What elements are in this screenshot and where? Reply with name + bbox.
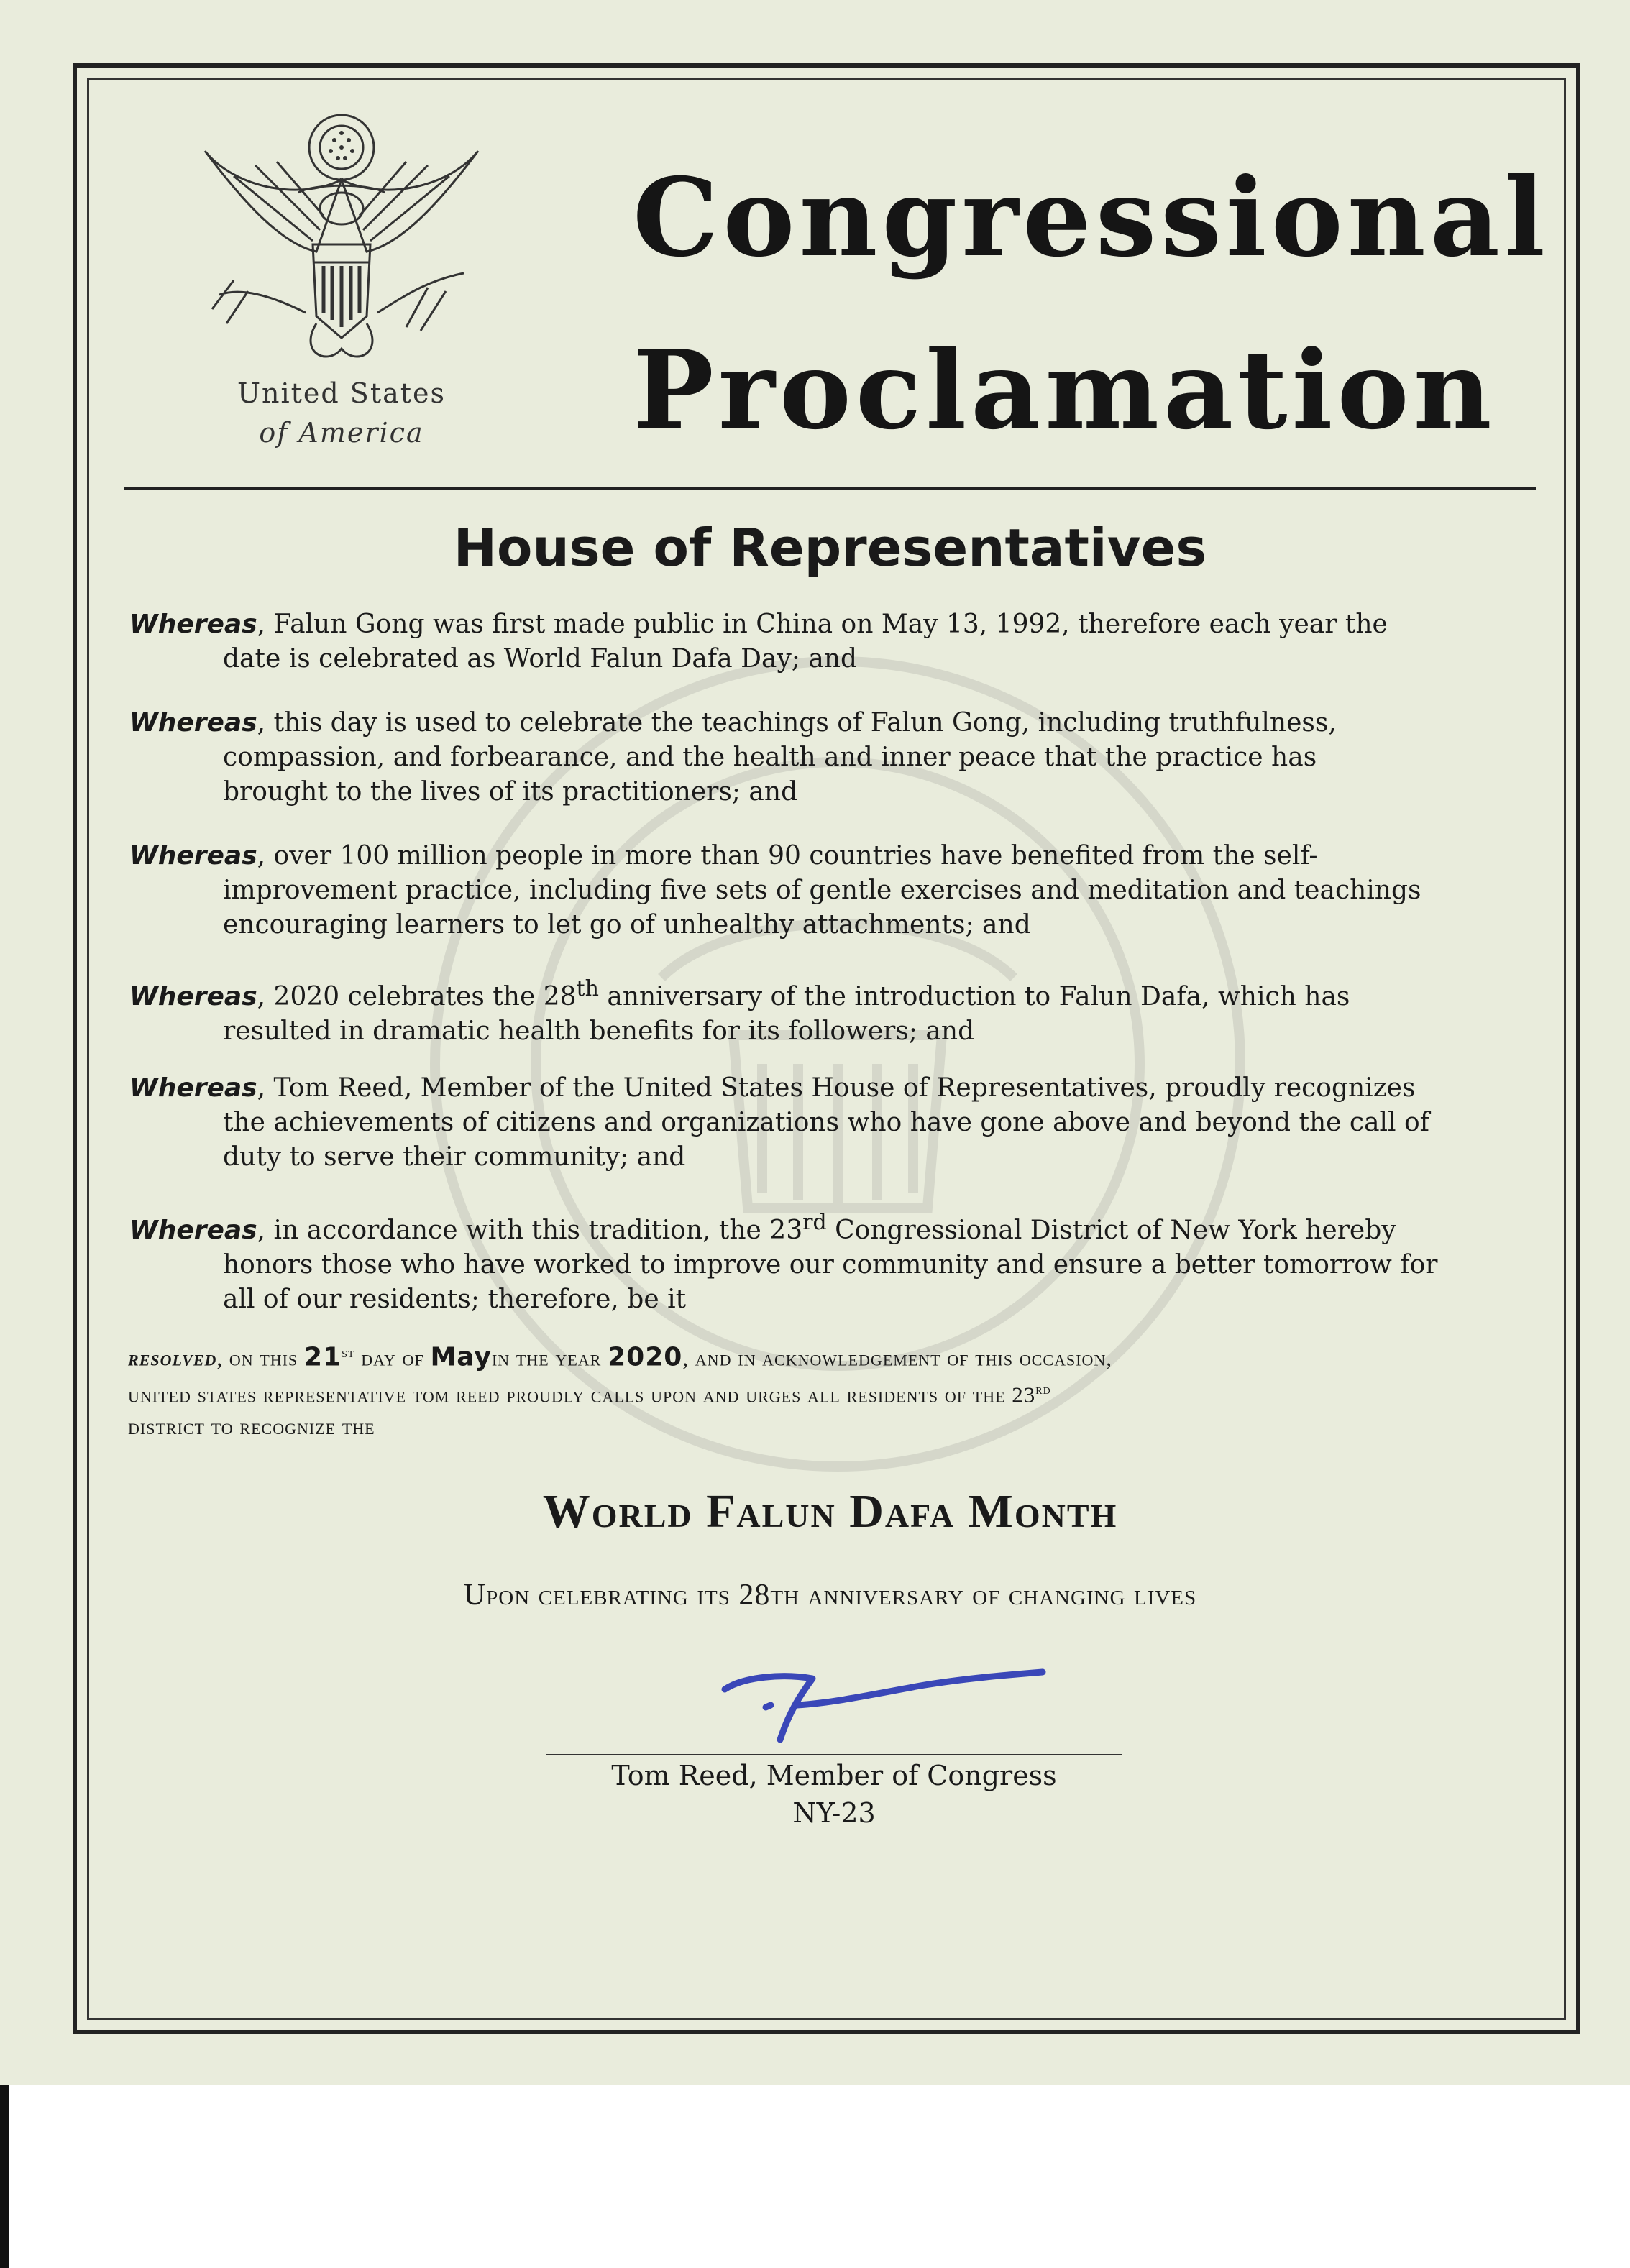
clause-text: anniversary of the introduction to Falun Dafa, which has <box>598 982 1350 1011</box>
clause-first-line <box>129 607 1539 642</box>
handwritten-signature <box>705 1639 1079 1747</box>
signer-name: Tom Reed, Member of Congress <box>611 1760 1057 1791</box>
clause-continuation: brought to the lives of its practitioners; and <box>223 777 798 807</box>
resolved-clause <box>128 1337 1544 1443</box>
whereas-clause <box>129 972 1539 1049</box>
clause-continuation: the achievements of citizens and organizations who have gone above and beyond the call of <box>223 1108 1430 1137</box>
whereas-keyword: Whereas <box>129 610 257 639</box>
whereas-clause <box>129 706 1539 809</box>
whereas-keyword: Whereas <box>129 708 257 738</box>
whereas-clause <box>129 839 1539 942</box>
great-seal-emblem <box>191 108 493 374</box>
whereas-keyword: Whereas <box>129 982 257 1011</box>
clause-continuation: resulted in dramatic health benefits for its followers; and <box>223 1016 975 1046</box>
resolved-day: 21 <box>304 1342 342 1372</box>
resolved-text: in the year <box>491 1345 608 1371</box>
clause-text: Congressional District of New York hereby <box>826 1216 1396 1245</box>
whereas-keyword: Whereas <box>129 841 257 871</box>
clause-first-line <box>129 839 1539 873</box>
clause-continuation: all of our residents; therefore, be it <box>223 1285 687 1314</box>
signer-district: NY-23 <box>792 1797 876 1829</box>
scan-edge-shadow <box>0 2085 9 2268</box>
clause-first-line <box>129 972 1539 1014</box>
resolved-text: , on this <box>216 1345 304 1371</box>
resolved-line2 <box>128 1374 1544 1410</box>
resolved-text: united states representative tom reed proudly calls upon and urges all residents of the 23 <box>128 1382 1036 1408</box>
clause-text: , Tom Reed, Member of the United States House of Representatives, proudly recognizes <box>257 1073 1416 1103</box>
award-subtitle: Upon celebrating its 28th anniversary of changing lives <box>463 1579 1197 1612</box>
proclamation-title-line2: Proclamation <box>633 327 1496 454</box>
whereas-keyword: Whereas <box>129 1073 257 1103</box>
clause-text: , 2020 celebrates the 28 <box>257 982 577 1011</box>
ordinal-suffix: rd <box>802 1210 827 1235</box>
resolved-month: May <box>430 1342 492 1372</box>
header-divider <box>124 487 1536 490</box>
resolved-line3: district to recognize the <box>128 1413 375 1439</box>
resolved-line1 <box>128 1337 1544 1374</box>
clause-text: , this day is used to celebrate the teachings of Falun Gong, including truthfulness, <box>257 708 1337 738</box>
whereas-keyword: Whereas <box>129 1216 257 1245</box>
clause-continuation: improvement practice, including five sets of gentle exercises and meditation and teachings <box>223 876 1421 905</box>
clause-continuation: honors those who have worked to improve our community and ensure a better tomorrow for <box>223 1250 1438 1280</box>
signature-line <box>546 1754 1122 1755</box>
clause-continuation: date is celebrated as World Falun Dafa Day; and <box>223 644 858 674</box>
whereas-clause <box>129 1206 1539 1317</box>
country-name-line2: of America <box>259 417 424 449</box>
clause-first-line <box>129 1206 1539 1248</box>
day-suffix: st <box>342 1345 355 1361</box>
clause-text: , over 100 million people in more than 90 countries have benefited from the self- <box>257 841 1318 871</box>
clause-text: , Falun Gong was first made public in China on May 13, 1992, therefore each year the <box>257 610 1388 639</box>
resolved-keyword: resolved <box>128 1345 217 1371</box>
ordinal-suffix: th <box>576 976 599 1001</box>
resolved-text: day of <box>354 1345 431 1371</box>
whereas-clause <box>129 607 1539 676</box>
clause-first-line <box>129 706 1539 740</box>
clause-first-line <box>129 1071 1539 1106</box>
proclamation-title-line1: Congressional <box>633 155 1549 281</box>
country-name-line1: United States <box>237 377 447 409</box>
award-title: World Falun Dafa Month <box>542 1485 1118 1538</box>
clause-text: , in accordance with this tradition, the 23 <box>257 1216 803 1245</box>
clause-continuation: encouraging learners to let go of unhealthy attachments; and <box>223 910 1031 940</box>
whereas-clause <box>129 1071 1539 1175</box>
resolved-year: 2020 <box>608 1342 683 1372</box>
clause-continuation: compassion, and forbearance, and the health and inner peace that the practice has <box>223 743 1317 772</box>
clause-continuation: duty to serve their community; and <box>223 1142 686 1172</box>
resolved-text: , and in acknowledgement of this occasion, <box>682 1345 1113 1371</box>
district-suffix: rd <box>1035 1382 1051 1398</box>
house-heading: House of Representatives <box>453 518 1207 578</box>
